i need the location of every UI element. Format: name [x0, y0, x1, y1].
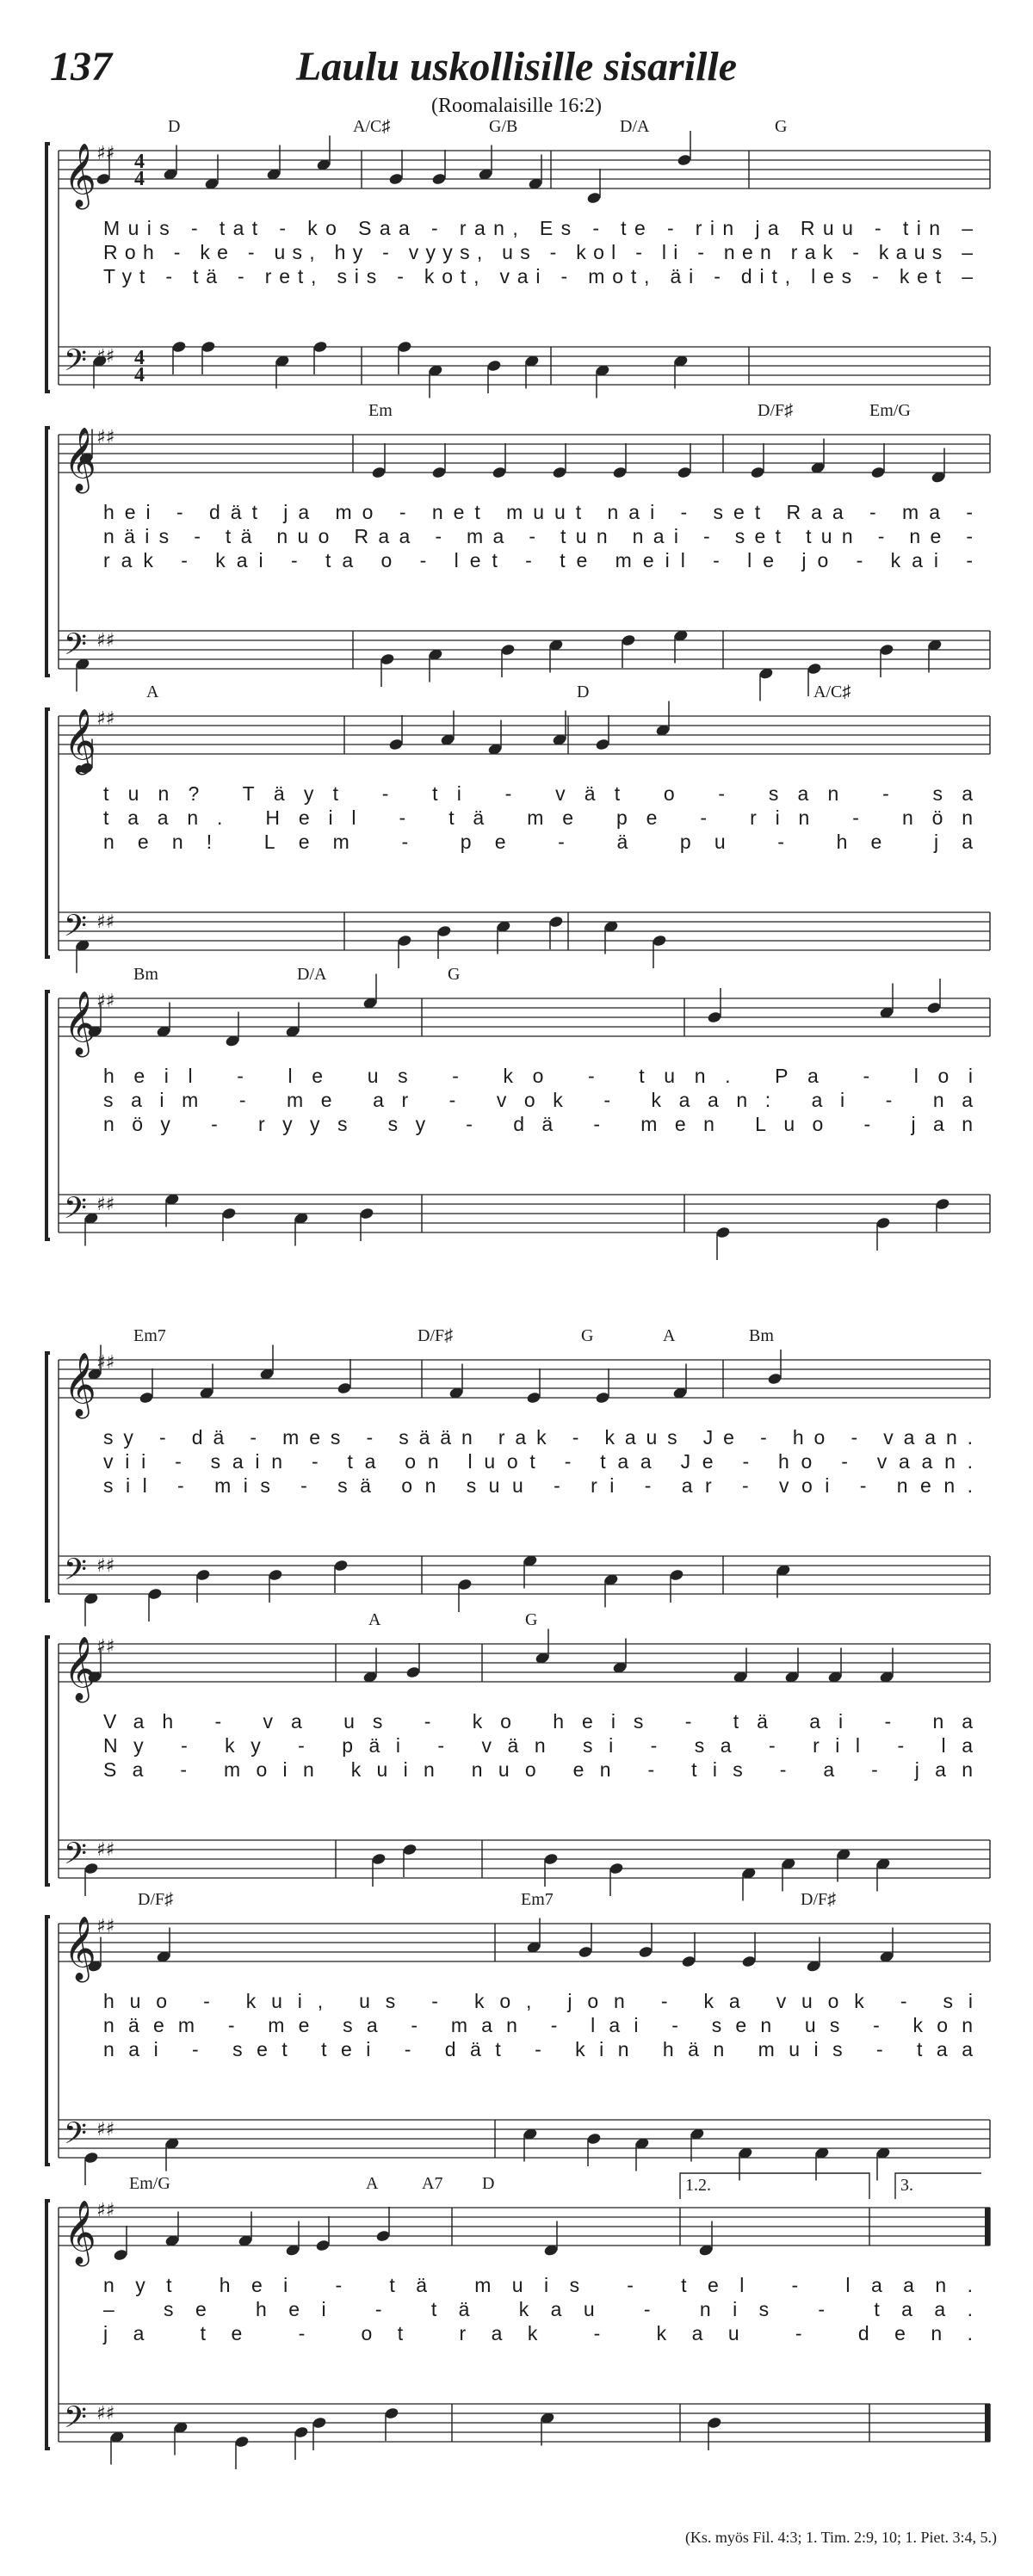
bass-clef: 𝄢 — [64, 1190, 88, 1232]
music-system — [46, 1326, 990, 1627]
treble-clef: 𝄞 — [64, 709, 96, 773]
bass-clef: 𝄢 — [64, 2400, 88, 2442]
key-signature: ♯♯ — [96, 1555, 115, 1577]
treble-clef: 𝄞 — [64, 1353, 96, 1417]
bass-staff — [59, 343, 990, 385]
chord-symbol: A — [368, 1610, 381, 1629]
lyric-line: sy - dä - mes - sään rak - kaus Je - ho - vaan. — [103, 1426, 973, 1449]
chord-symbol: Em7 — [521, 1890, 554, 1909]
chord-symbol: Bm — [749, 1326, 774, 1345]
lyric-line: Roh - ke - us, hy - vyys, us - kol - li - nen rak - kaus – — [103, 241, 973, 263]
lyric-line: Muis - tat - ko Saa - ran, Es - te - rin ja Ruu - tin – — [103, 217, 973, 239]
time-signature: 4 — [134, 347, 145, 369]
bass-clef: 𝄢 — [64, 1552, 88, 1594]
chord-symbol: G — [448, 965, 461, 984]
lyric-line: nyt hei - tä muis - tel - laan. — [103, 2274, 973, 2296]
chord-symbol: Bm — [133, 965, 158, 984]
treble-staff — [59, 1636, 990, 1703]
music-system — [46, 965, 990, 1260]
chord-symbol: D/F♯ — [801, 1890, 837, 1909]
lyric-line: näem - me sa - man - lai - sen us - kon — [103, 2014, 973, 2036]
bass-clef: 𝄢 — [64, 1836, 88, 1878]
key-signature: ♯♯ — [96, 2119, 115, 2140]
lyric-line: näis - tä nuo Raa - ma - tun nai - set tun - ne - — [103, 525, 974, 547]
music-system — [46, 401, 990, 701]
system-bracket — [46, 1637, 50, 1885]
music-system — [46, 1610, 990, 1901]
key-signature: ♯♯ — [96, 911, 115, 933]
key-signature: ♯♯ — [96, 346, 115, 368]
key-signature: ♯♯ — [96, 708, 115, 730]
chord-symbol: A/C♯ — [813, 683, 851, 701]
chord-symbol: D — [577, 683, 590, 701]
lyric-line: vii - sain - ta on luot - taa Je - ho - vaan. — [103, 1450, 974, 1473]
chord-symbol: Em — [368, 401, 393, 420]
treble-clef: 𝄞 — [64, 144, 96, 207]
key-signature: ♯♯ — [96, 1636, 115, 1658]
system-bracket — [46, 144, 50, 392]
bass-clef: 𝄢 — [64, 627, 88, 669]
key-signature: ♯♯ — [96, 2200, 115, 2221]
lyric-line: huo - kui, us - ko, jon - ka vuok - si — [103, 1990, 973, 2012]
key-signature: ♯♯ — [96, 1194, 115, 1215]
bass-clef: 𝄢 — [64, 908, 88, 950]
chord-symbol: D/F♯ — [758, 401, 794, 420]
treble-staff — [59, 427, 990, 494]
time-signature: 4 — [134, 364, 145, 386]
chord-symbol: Em7 — [133, 1326, 166, 1345]
chord-symbol: A/C♯ — [353, 117, 391, 136]
lyric-line: nai - set tei - dät - kin hän muis - taa — [103, 2038, 973, 2060]
chord-symbol: A — [366, 2174, 379, 2193]
lyric-line: nen! Lem - pe - ä pu - he ja — [103, 831, 973, 853]
bass-clef: 𝄢 — [64, 2116, 88, 2158]
bass-staff — [59, 2400, 990, 2442]
chord-symbol: D/F♯ — [138, 1890, 174, 1909]
scripture-reference: (Ks. myös Fil. 4:3; 1. Tim. 2:9, 10; 1. Piet. 3:4, 5.) — [684, 2529, 997, 2546]
chord-symbol: D/A — [297, 965, 327, 984]
chord-symbol: A — [663, 1326, 676, 1345]
key-signature: ♯♯ — [96, 143, 115, 164]
chord-symbol: G — [525, 1610, 538, 1629]
treble-staff — [59, 143, 990, 210]
lyric-line: saim - me ar - vok - kaan: ai - na — [103, 1089, 974, 1111]
lyric-line: Ny - ky - päi - vän si - sa - ril - la — [103, 1734, 973, 1757]
bass-clef: 𝄢 — [64, 343, 88, 385]
lyric-line: hei - dät ja mo - net muut nai - set Raa - ma - — [103, 501, 973, 523]
chord-symbol: G — [775, 117, 788, 136]
treble-staff — [59, 1352, 990, 1419]
bass-staff — [59, 627, 990, 669]
chord-symbol: A — [146, 683, 159, 701]
chord-symbol: Em/G — [129, 2174, 170, 2193]
song-number: 137 — [50, 44, 112, 90]
chord-symbol: D/F♯ — [418, 1326, 454, 1345]
treble-staff — [59, 708, 990, 775]
lyric-line: Vah - va us - ko heis - tä ai - na — [103, 1710, 973, 1733]
song-subtitle: (Roomalaisille 16:2) — [431, 95, 602, 117]
lyric-line: tun? Täyt - ti - vät o - san - sa — [103, 782, 973, 805]
lyric-line: heil - le us - ko - tun. Pa - loi — [103, 1065, 973, 1087]
system-bracket — [46, 2201, 50, 2449]
treble-clef: 𝄞 — [64, 428, 96, 491]
ending-label: 3. — [900, 2176, 913, 2195]
key-signature: ♯♯ — [96, 991, 115, 1012]
song-title: Laulu uskollisille sisarille — [295, 44, 738, 90]
treble-clef: 𝄞 — [64, 1637, 96, 1701]
music-system — [46, 2173, 990, 2469]
lyric-line: Sa - moin kuin nuo en - tis - a - jan — [103, 1758, 974, 1781]
key-signature: ♯♯ — [96, 630, 115, 652]
music-system — [46, 1890, 990, 2185]
chord-symbol: G/B — [489, 117, 518, 136]
key-signature: ♯♯ — [96, 1352, 115, 1374]
treble-staff — [59, 2200, 990, 2267]
chord-symbol: A7 — [422, 2174, 443, 2193]
chord-symbol: Em/G — [869, 401, 911, 420]
key-signature: ♯♯ — [96, 1916, 115, 1937]
treble-clef: 𝄞 — [64, 1917, 96, 1980]
music-system — [46, 683, 990, 973]
bass-staff — [59, 1836, 990, 1878]
system-bracket — [46, 1917, 50, 2165]
chord-symbol: G — [581, 1326, 594, 1345]
lyric-line: – se hei - tä kau - nis - taa. — [103, 2298, 973, 2320]
system-bracket — [46, 991, 50, 1239]
chord-symbol: D — [482, 2174, 495, 2193]
treble-clef: 𝄞 — [64, 991, 96, 1055]
system-bracket — [46, 428, 50, 676]
chord-symbol: D — [168, 117, 181, 136]
treble-clef: 𝄞 — [64, 2201, 96, 2264]
lyric-line: sil - mis - sä on suu - ri - ar - voi - nen. — [103, 1474, 973, 1497]
lyric-line: rak - kai - ta o - let - te meil - le jo - kai - — [103, 549, 973, 571]
key-signature: ♯♯ — [96, 1839, 115, 1861]
chord-symbol: D/A — [620, 117, 650, 136]
system-bracket — [46, 1353, 50, 1601]
ending-label: 1.2. — [685, 2176, 711, 2195]
lyric-line: nöy - ryys sy - dä - men Luo - jan — [103, 1113, 974, 1135]
time-signature: 4 — [134, 151, 145, 173]
bass-staff — [59, 1190, 990, 1232]
lyric-line: ja te - ot rak - kau - den. — [103, 2322, 974, 2344]
lyric-line: Tyt - tä - ret, sis - kot, vai - mot, äi - dit, les - ket – — [103, 265, 974, 287]
time-signature: 4 — [134, 168, 145, 190]
bass-staff — [59, 908, 990, 950]
key-signature: ♯♯ — [96, 427, 115, 448]
treble-staff — [59, 991, 990, 1058]
treble-staff — [59, 1916, 990, 1983]
system-bracket — [46, 709, 50, 957]
lyric-line: taan. Heil - tä me pe - rin - nön — [103, 806, 973, 829]
key-signature: ♯♯ — [96, 2403, 115, 2425]
